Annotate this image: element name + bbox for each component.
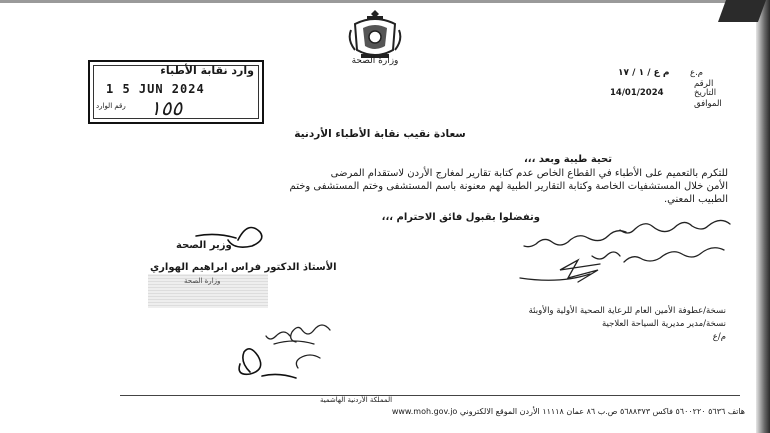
addressee: سعادة نقيب نقابة الأطباء الأردنية bbox=[294, 128, 466, 140]
footer-title: المملكة الأردنية الهاشمية bbox=[320, 396, 393, 404]
body-line: للتكرم بالتعميم على الأطباء في القطاع الخاص عدم كتابة تقارير لمغارج الأردن لاستقدام المرضى bbox=[330, 168, 728, 179]
reference-label: الرقم bbox=[694, 79, 714, 89]
handwritten-note-right bbox=[520, 220, 730, 282]
stamp-ref-label: رقم الوارد bbox=[96, 102, 126, 110]
ministry-name: وزارة الصحة bbox=[351, 56, 399, 66]
body-line: الأمن خلال المستشفيات الخاصة وكتابة التقارير الطبية لهم معنونة باسم المستشفى وختم المستشفى وختم bbox=[289, 181, 728, 192]
handwritten-note-left bbox=[266, 325, 330, 368]
cc-line: نسخة/مدير مديرية السياحة العلاجية bbox=[601, 319, 726, 329]
stamp-title: وارد نقابة الأطباء bbox=[160, 64, 254, 77]
body-line: الطبيب المعني. bbox=[663, 194, 728, 205]
footer-divider bbox=[120, 395, 740, 396]
corresponding-date-label: الموافق bbox=[694, 99, 722, 109]
footer-contact-info: هاتف ٥٦٣٦ ٥٦٠٠٢٢٠ فاكس ٥٦٨٨٣٧٣ ص.ب ٨٦ عمان ١١١١٨ الأردن الموقع الالكتروني www.moh.gov.jo bbox=[391, 407, 745, 416]
reference-number: م ع / ١ / ١٧ bbox=[618, 68, 670, 78]
received-stamp bbox=[88, 60, 264, 124]
scan-edge-corner bbox=[718, 0, 766, 22]
stamp-ref-number: ١٥٥ bbox=[150, 96, 183, 120]
minister-name: الأستاذ الدكتور فراس ابراهيم الهواري bbox=[150, 262, 337, 273]
date-value: 14/01/2024 bbox=[610, 88, 664, 98]
cc-line: نسخة/عطوفة الأمين العام للرعاية الصحية الأولية والأوبئة bbox=[528, 306, 726, 316]
greeting: تحية طيبة وبعد ،،، bbox=[524, 154, 612, 165]
date-label: التاريخ bbox=[694, 88, 717, 98]
minister-stamp-text: وزارة الصحة bbox=[184, 277, 221, 285]
closing: وتفضلوا بقبول فائق الاحترام ،،، bbox=[381, 212, 540, 223]
minister-title: وزير الصحة bbox=[176, 240, 232, 251]
cc-line: م/ع bbox=[712, 332, 726, 342]
scan-edge-top bbox=[0, 0, 770, 3]
reference-label-short: م.ع bbox=[690, 68, 704, 78]
scan-edge-right bbox=[756, 0, 770, 433]
stamp-date: 1 5 JUN 2024 bbox=[106, 82, 205, 96]
